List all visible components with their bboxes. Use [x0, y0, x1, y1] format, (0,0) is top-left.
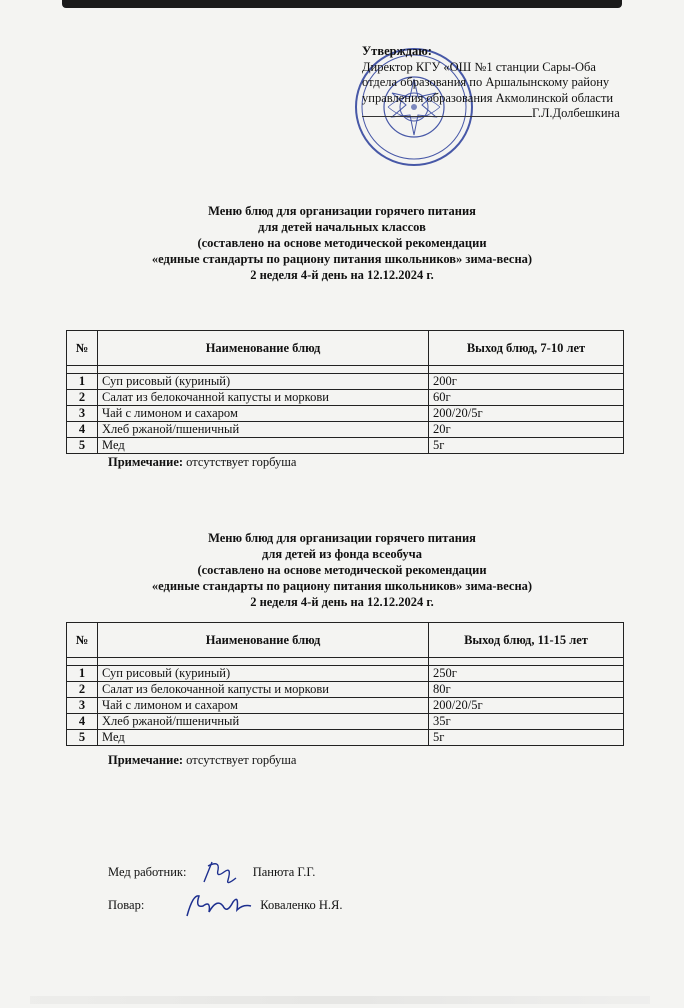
table-header-row	[67, 623, 624, 658]
menu2-title-line: (составлено на основе методической рекомендации	[197, 563, 487, 577]
note-label: Примечание:	[108, 455, 184, 469]
table-spacer-row	[67, 366, 624, 374]
row-dish: Мед	[98, 730, 429, 746]
note-text: отсутствует горбуша	[183, 753, 297, 767]
table-row	[67, 406, 624, 422]
nurse-label: Мед работник:	[108, 864, 187, 879]
menu2-title-line: Меню блюд для организации горячего питания	[208, 531, 476, 545]
approval-administration-line: управления образования Акмолинской области	[362, 90, 614, 105]
row-num: 5	[67, 438, 98, 454]
director-name: Г.Л.Долбешкина	[532, 106, 620, 120]
header-num: №	[67, 331, 98, 366]
row-num: 3	[67, 698, 98, 714]
menu1-title-line: «единые стандарты по рациону питания школьников» зима-весна)	[151, 252, 533, 266]
header-num: №	[67, 623, 98, 658]
table-header-row	[67, 331, 624, 366]
row-num: 1	[67, 374, 98, 390]
row-dish: Суп рисовый (куриный)	[98, 374, 429, 390]
menu1-title-line: 2 неделя 4-й день на 12.12.2024 г.	[250, 268, 434, 282]
header-output: Выход блюд, 7-10 лет	[429, 331, 624, 366]
row-output: 35г	[429, 714, 624, 730]
approval-heading: Утверждаю:	[362, 44, 432, 58]
row-output: 250г	[429, 666, 624, 682]
row-output: 200г	[429, 374, 624, 390]
row-output: 5г	[429, 730, 624, 746]
table-row	[67, 730, 624, 746]
nurse-signature-row	[108, 858, 315, 888]
note-text: отсутствует горбуша	[183, 455, 297, 469]
menu1-title-line: (составлено на основе методической рекомендации	[197, 236, 487, 250]
menu2-title-line: для детей из фонда всеобуча	[262, 547, 422, 561]
header-name: Наименование блюд	[98, 331, 429, 366]
row-num: 1	[67, 666, 98, 682]
table-row	[67, 698, 624, 714]
row-num: 2	[67, 390, 98, 406]
row-output: 200/20/5г	[429, 698, 624, 714]
row-num: 5	[67, 730, 98, 746]
approval-department-line: отдела образования по Аршалынскому району	[362, 75, 610, 89]
menu2-title-line: 2 неделя 4-й день на 12.12.2024 г.	[250, 595, 434, 609]
row-dish: Хлеб ржаной/пшеничный	[98, 422, 429, 438]
row-num: 4	[67, 714, 98, 730]
approval-director-line: Директор КГУ «ОШ №1 станции Сары-Оба	[362, 59, 596, 74]
page-top-edge	[62, 0, 622, 8]
cook-signature-row	[108, 890, 343, 922]
row-output: 80г	[429, 682, 624, 698]
row-output: 5г	[429, 438, 624, 454]
cook-handwritten-signature	[183, 890, 255, 922]
nurse-handwritten-signature	[198, 858, 244, 888]
menu1-title-line: для детей начальных классов	[258, 220, 426, 234]
row-dish: Салат из белокочанной капусты и моркови	[98, 682, 429, 698]
row-output: 200/20/5г	[429, 406, 624, 422]
menu2-title	[0, 530, 684, 610]
approval-signature-row	[362, 106, 662, 122]
menu1-table	[66, 330, 624, 454]
row-dish: Суп рисовый (куриный)	[98, 666, 429, 682]
row-num: 4	[67, 422, 98, 438]
nurse-name: Панюта Г.Г.	[252, 864, 316, 879]
table-row	[67, 422, 624, 438]
row-num: 2	[67, 682, 98, 698]
note-label: Примечание:	[108, 753, 184, 767]
table-row	[67, 374, 624, 390]
row-dish: Чай с лимоном и сахаром	[98, 406, 429, 422]
approval-block	[362, 44, 662, 122]
row-output: 60г	[429, 390, 624, 406]
table-row	[67, 666, 624, 682]
menu1-title	[0, 203, 684, 283]
page-bottom-edge	[30, 996, 650, 1004]
menu2-table	[66, 622, 624, 746]
header-name: Наименование блюд	[98, 623, 429, 658]
row-output: 20г	[429, 422, 624, 438]
signature-line	[362, 106, 532, 117]
table-row	[67, 682, 624, 698]
row-dish: Хлеб ржаной/пшеничный	[98, 714, 429, 730]
table-spacer-row	[67, 658, 624, 666]
table-row	[67, 438, 624, 454]
header-output: Выход блюд, 11-15 лет	[429, 623, 624, 658]
menu1-note	[108, 455, 296, 470]
menu1-title-line: Меню блюд для организации горячего питания	[208, 204, 476, 218]
table-row	[67, 390, 624, 406]
row-dish: Чай с лимоном и сахаром	[98, 698, 429, 714]
menu2-note	[108, 753, 296, 768]
cook-label: Повар:	[108, 897, 145, 912]
menu2-title-line: «единые стандарты по рациону питания школьников» зима-весна)	[151, 579, 533, 593]
row-dish: Салат из белокочанной капусты и моркови	[98, 390, 429, 406]
row-num: 3	[67, 406, 98, 422]
cook-name: Коваленко Н.Я.	[260, 897, 343, 912]
table-row	[67, 714, 624, 730]
row-dish: Мед	[98, 438, 429, 454]
